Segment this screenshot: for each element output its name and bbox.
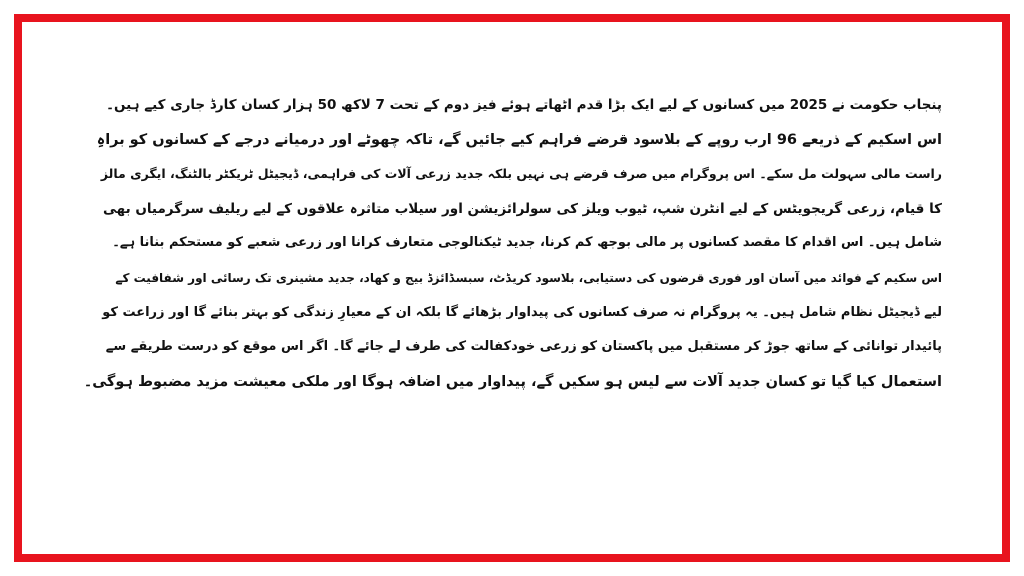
article-line-5: شامل ہیں۔ اس اقدام کا مقصد کسانوں پر مالی بوجھ کم کرنا، جدید ٹیکنالوجی متعارف کرانا اور زرعی شعبے کو مستحکم بنانا ہے۔ bbox=[112, 235, 942, 251]
article-line-9: استعمال کیا گیا تو کسان جدید آلات سے لیس ہو سکیں گے، پیداوار میں اضافہ ہوگا اور ملکی معیشت مزید مضبوط ہوگی۔ bbox=[83, 373, 942, 390]
article-line-7: لیے ڈیجیٹل نظام شامل ہیں۔ یہ پروگرام نہ صرف کسانوں کی پیداوار بڑھائے گا بلکہ ان کے معیارِ زندگی کو بہتر بنائے گا اور زراعت کو bbox=[102, 304, 942, 320]
red-frame-border bbox=[14, 14, 1010, 562]
article-line-4: کا قیام، زرعی گریجویٹس کے لیے انٹرن شپ، ٹیوب ویلز کی سولرائزیشن اور سیلاب متاثرہ علاقوں کے لیے ریلیف سرگرمیاں بھی bbox=[103, 200, 942, 217]
article-line-8: پائیدار توانائی کے ساتھ جوڑ کر مستقبل میں پاکستان کو زرعی خودکفالت کی طرف لے جائے گا۔ اگر اس موقع کو درست طریقے سے bbox=[105, 339, 942, 355]
article-line-2: اس اسکیم کے ذریعے 96 ارب روپے کے بلاسود قرضے فراہم کیے جائیں گے، تاکہ چھوٹے اور درمیانے درجے کے کسانوں کو براہِ bbox=[96, 131, 942, 148]
article-line-1: پنجاب حکومت نے 2025 میں کسانوں کے لیے ایک بڑا قدم اٹھاتے ہوئے فیز دوم کے تحت 7 لاکھ 50 ہزار کسان کارڈ جاری کیے ہیں۔ bbox=[106, 97, 942, 113]
article-body bbox=[82, 88, 942, 399]
article-line-6: اس سکیم کے فوائد میں آسان اور فوری قرضوں کی دستیابی، بلاسود کریڈٹ، سبسڈائزڈ بیج و کھاد، جدید مشینری تک رسائی اور شفافیت کے bbox=[115, 270, 942, 285]
article-line-3: راست مالی سہولت مل سکے۔ اس پروگرام میں صرف قرضے ہی نہیں بلکہ جدید زرعی آلات کی فراہمی، ڈیجیٹل ٹریکٹر بالٹنگ، ایگری مالز bbox=[100, 166, 942, 182]
